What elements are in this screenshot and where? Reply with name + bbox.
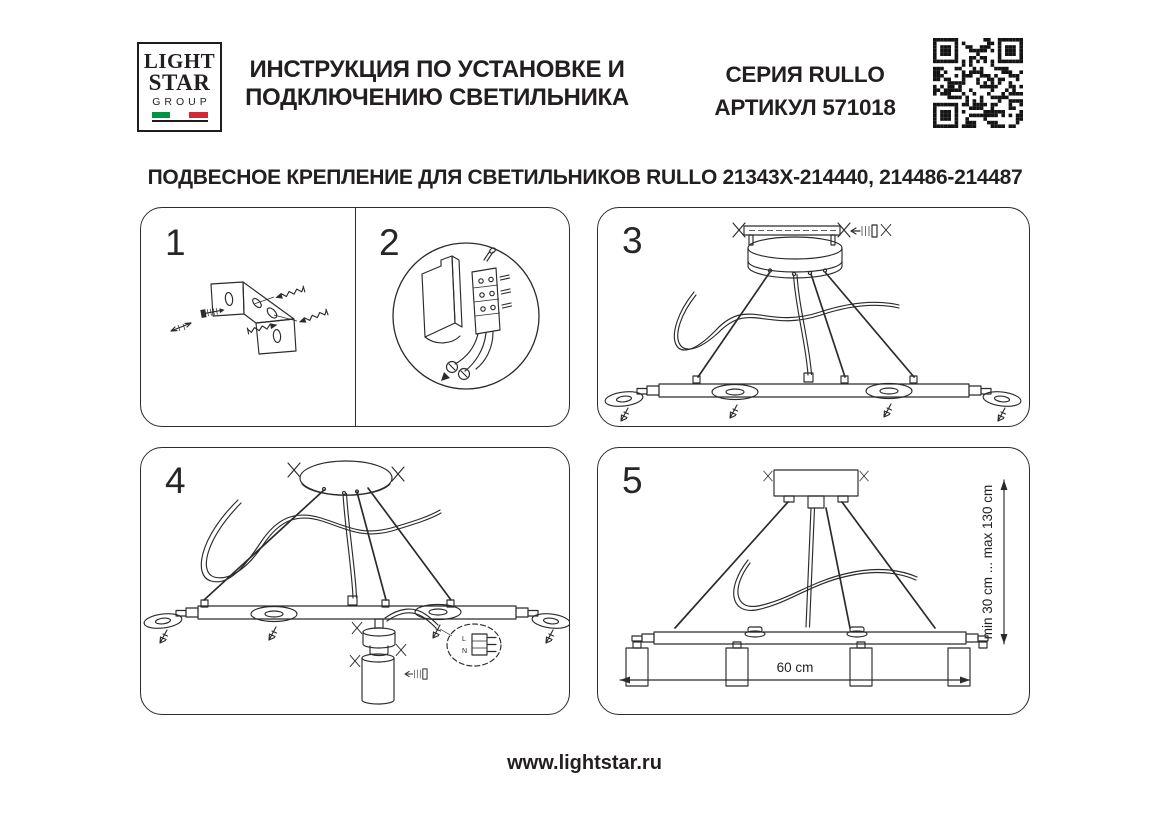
canopy-mounting-diagram	[598, 208, 1028, 425]
logo-light: LIGHT	[143, 49, 216, 74]
panel-step-1-2	[140, 207, 570, 427]
qr-code	[933, 38, 1023, 128]
lamp-shade	[350, 654, 427, 704]
terminal-live-label: L	[462, 636, 466, 643]
panel-step-4	[140, 447, 570, 715]
panel-step-5	[597, 447, 1030, 715]
step-4-number: 4	[165, 460, 186, 501]
shade-assembly-diagram	[141, 448, 569, 713]
wires-with-terminals	[441, 332, 493, 381]
junction-cover	[422, 256, 462, 343]
fixture-bar	[637, 373, 991, 397]
terminal-block	[472, 247, 512, 334]
article-label: АРТИКУЛ 571018	[714, 95, 896, 120]
logo-star: STAR	[148, 69, 211, 95]
step-3-number: 3	[622, 220, 643, 261]
fixture-bar	[632, 627, 988, 644]
lamp-holders	[604, 384, 1021, 422]
website-url: www.lightstar.ru	[507, 752, 662, 774]
lightstar-logo	[137, 42, 222, 132]
title-line-1: ИНСТРУКЦИЯ ПО УСТАНОВКЕ И	[249, 56, 625, 83]
suspension-cables	[675, 502, 935, 628]
final-dimensions-diagram	[598, 448, 1028, 713]
logo-group: GROUP	[152, 95, 211, 108]
series-label: СЕРИЯ RULLO	[725, 62, 885, 87]
canopy	[288, 461, 404, 495]
width-dimension	[620, 660, 970, 684]
small-screw-icon	[171, 323, 191, 331]
italian-flag	[152, 112, 208, 118]
step-1-number: 1	[165, 222, 186, 263]
width-dimension-label: 60 cm	[776, 660, 814, 675]
lamp-socket	[352, 619, 406, 656]
terminal-neutral-label: N	[462, 648, 468, 655]
title-line-2: ПОДКЛЮЧЕНИЮ СВЕТИЛЬНИКА	[245, 84, 629, 112]
mounting-bracket	[211, 282, 296, 354]
power-cord	[674, 292, 899, 350]
page-title	[238, 56, 636, 113]
canopy	[748, 237, 842, 278]
panel-step-3	[597, 207, 1030, 427]
lamp-holders	[143, 605, 569, 644]
terminal-diagram	[356, 208, 571, 425]
canopy-box	[764, 470, 868, 508]
wall-plug-screw	[274, 309, 328, 325]
step-2-number: 2	[379, 222, 400, 263]
product-info	[694, 58, 916, 124]
height-dimension-label: min 30 cm ... max 130 cm	[980, 484, 995, 640]
terminal-detail	[447, 624, 501, 666]
suspension-cables	[204, 488, 451, 600]
height-dimension	[980, 480, 1008, 644]
fixture-bar	[176, 596, 538, 619]
flag-underline	[152, 120, 208, 122]
subtitle: ПОДВЕСНОЕ КРЕПЛЕНИЕ ДЛЯ СВЕТИЛЬНИКОВ RULLO 21343X-214440, 214486-214487	[147, 166, 1023, 189]
bracket-diagram	[141, 208, 356, 425]
suspension-cables	[698, 272, 914, 377]
step-5-number: 5	[622, 460, 643, 501]
